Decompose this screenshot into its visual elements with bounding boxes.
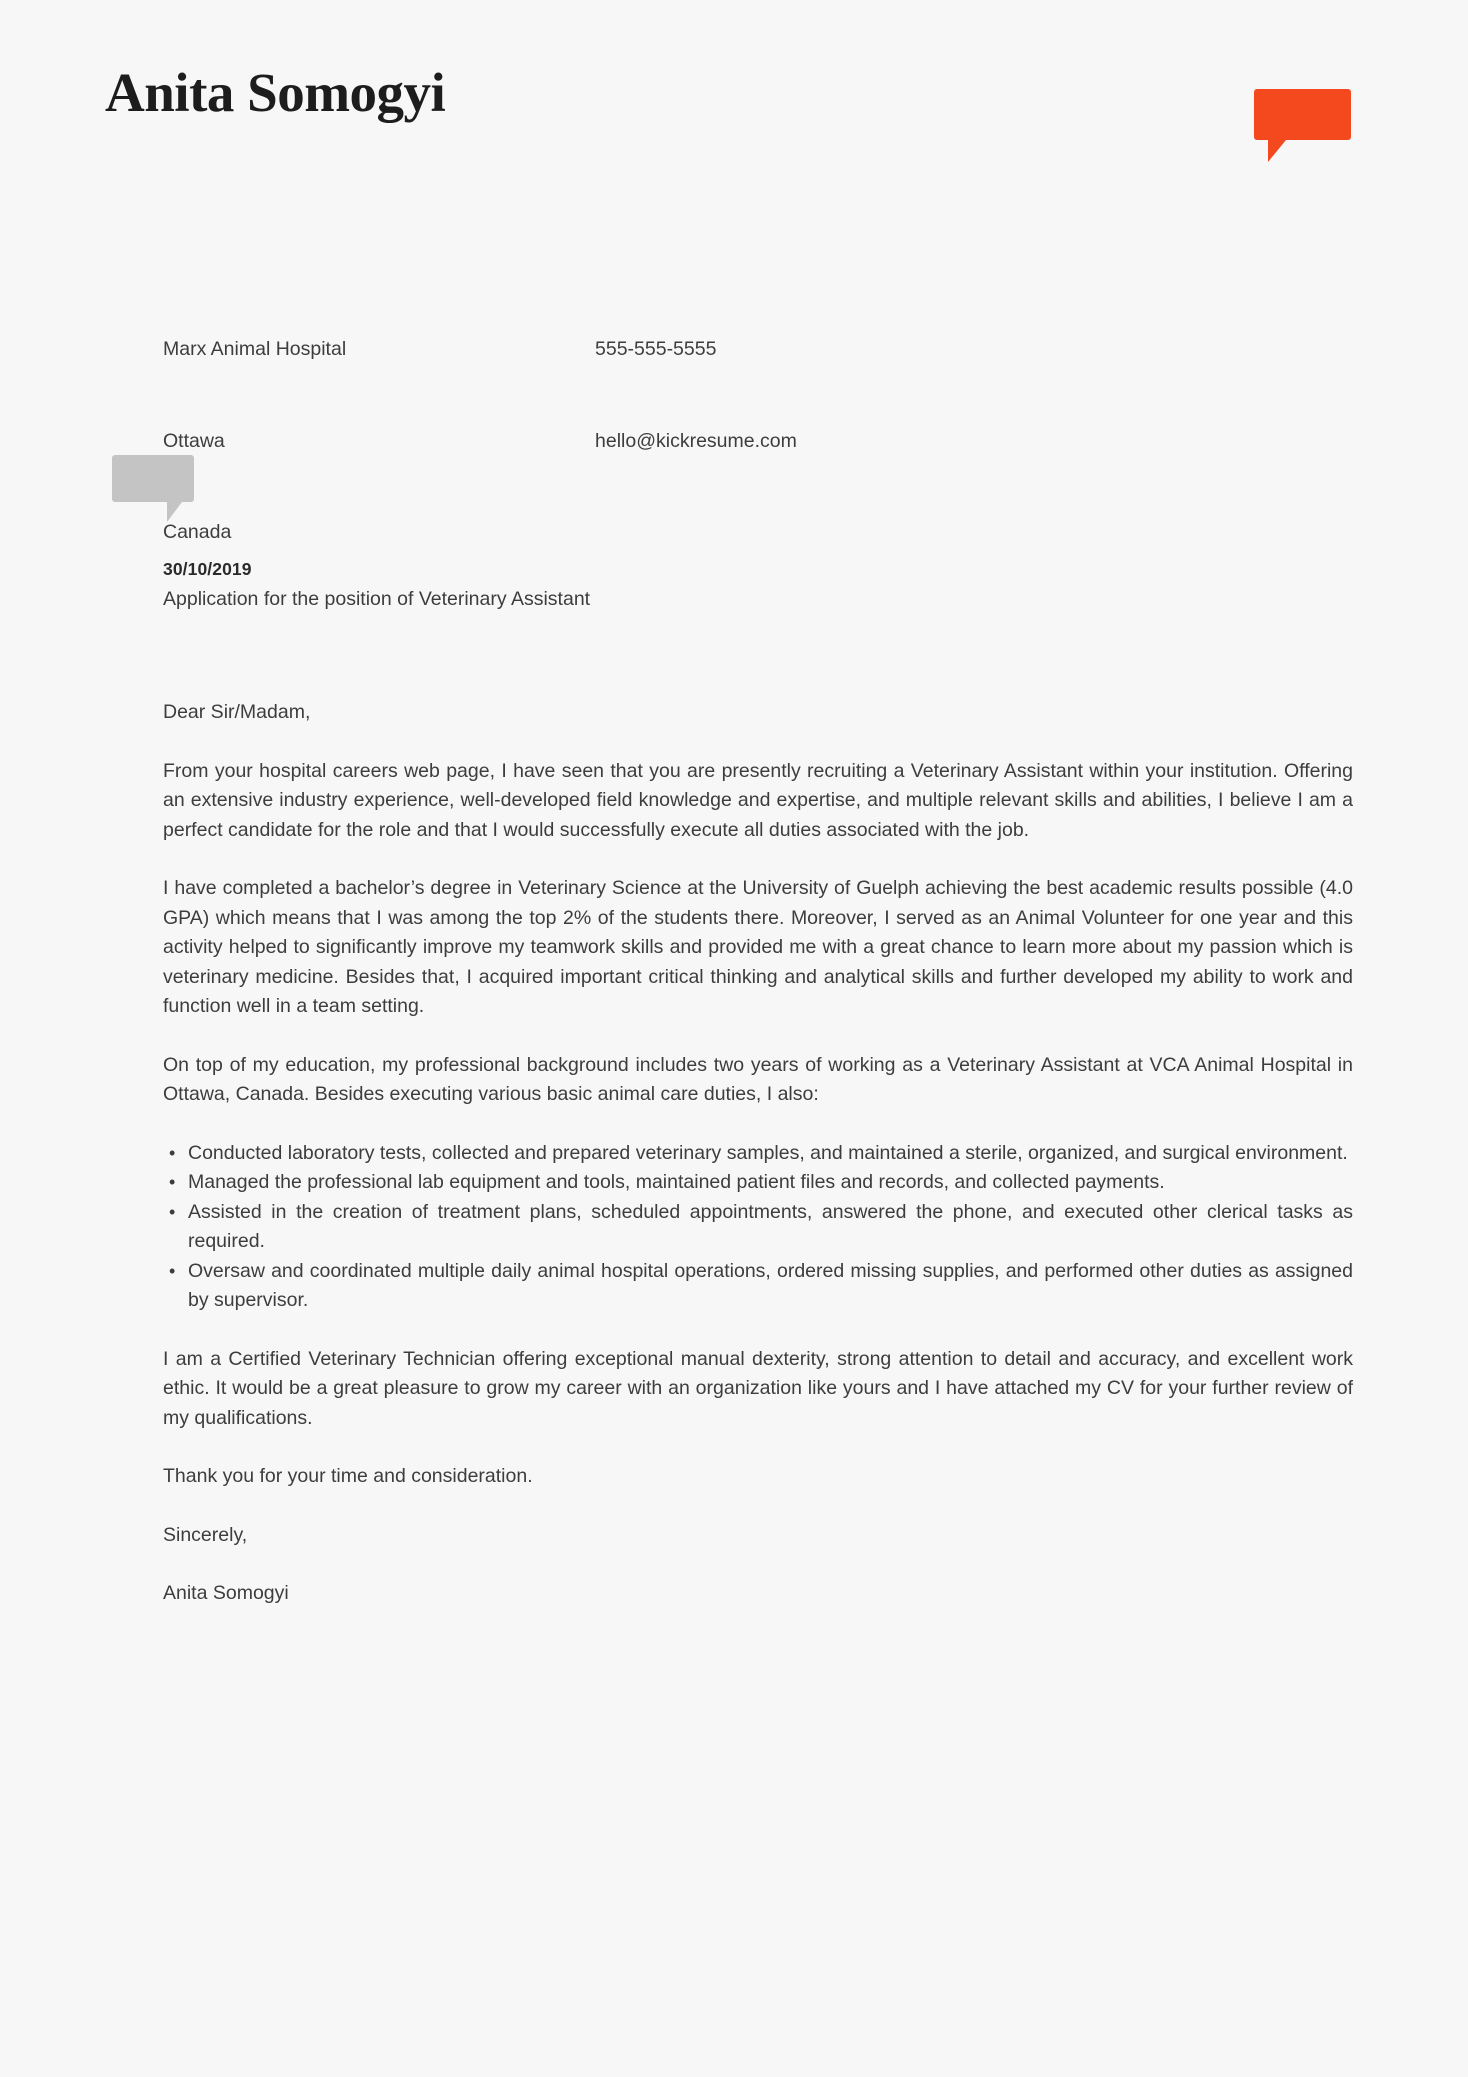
contact-email: hello@kickresume.com <box>595 429 797 452</box>
speech-bubble-icon-grey <box>112 455 194 502</box>
letter-header <box>105 62 1363 162</box>
body-paragraph-2: I have completed a bachelor’s degree in Veterinary Science at the University of Guelph achieving the best academic results possible (4.0 GPA) which means that I was among the top 2% of the students there. Moreover, I served as an Animal Volunteer for one year and this activity helped to significantly improve my teamwork skills and provided me with a great chance to learn more about my passion which is veterinary medicine. Besides that, I acquired important critical thinking and analytical skills and further developed my ability to work and function well in a team setting. <box>163 877 1353 1017</box>
letter-body <box>163 698 1353 1638</box>
duties-list <box>163 1139 1353 1316</box>
list-item: • Conducted laboratory tests, collected and prepared veterinary samples, and maintained a sterile, organized, and surgical environment. <box>163 1139 1353 1169</box>
list-item: • Managed the professional lab equipment and tools, maintained patient files and records, and collected payments. <box>163 1168 1353 1198</box>
speech-bubble-icon <box>1254 89 1351 140</box>
contact-phone: 555-555-5555 <box>595 338 717 360</box>
list-item: • Oversaw and coordinated multiple daily animal hospital operations, ordered missing supplies, and performed other duties as assigned by supervisor. <box>163 1257 1353 1316</box>
body-paragraph-5: Thank you for your time and consideration. <box>163 1465 533 1487</box>
body-paragraph-4: I am a Certified Veterinary Technician offering exceptional manual dexterity, strong attention to detail and accuracy, and excellent work ethic. It would be a great pleasure to grow my career with an organization like yours and I have attached my CV for your further review of my qualifications. <box>163 1347 1353 1429</box>
page-title: Anita Somogyi <box>105 62 446 123</box>
signature: Anita Somogyi <box>163 1582 289 1604</box>
salutation: Dear Sir/Madam, <box>163 701 311 723</box>
closing: Sincerely, <box>163 1523 248 1546</box>
body-paragraph-1: From your hospital careers web page, I have seen that you are presently recruiting a Veterinary Assistant within your institution. Offering an extensive industry experience, well-developed field knowledge and expertise, and multiple relevant skills and abilities, I believe I am a perfect candidate for the role and that I would successfully execute all duties associated with the job. <box>163 759 1353 841</box>
letter-date: 30/10/2019 <box>163 559 252 579</box>
recipient-country: Canada <box>163 521 232 543</box>
letter-meta <box>163 557 1305 614</box>
list-item: • Assisted in the creation of treatment plans, scheduled appointments, answered the phone, and executed other clerical tasks as required. <box>163 1198 1353 1257</box>
recipient-company: Marx Animal Hospital <box>163 338 347 360</box>
body-paragraph-3: On top of my education, my professional background includes two years of working as a Veterinary Assistant at VCA Animal Hospital in Ottawa, Canada. Besides executing various basic animal care duties, I also: <box>163 1053 1353 1105</box>
letter-subject: Application for the position of Veterinary Assistant <box>163 588 591 610</box>
recipient-city: Ottawa <box>163 429 225 452</box>
